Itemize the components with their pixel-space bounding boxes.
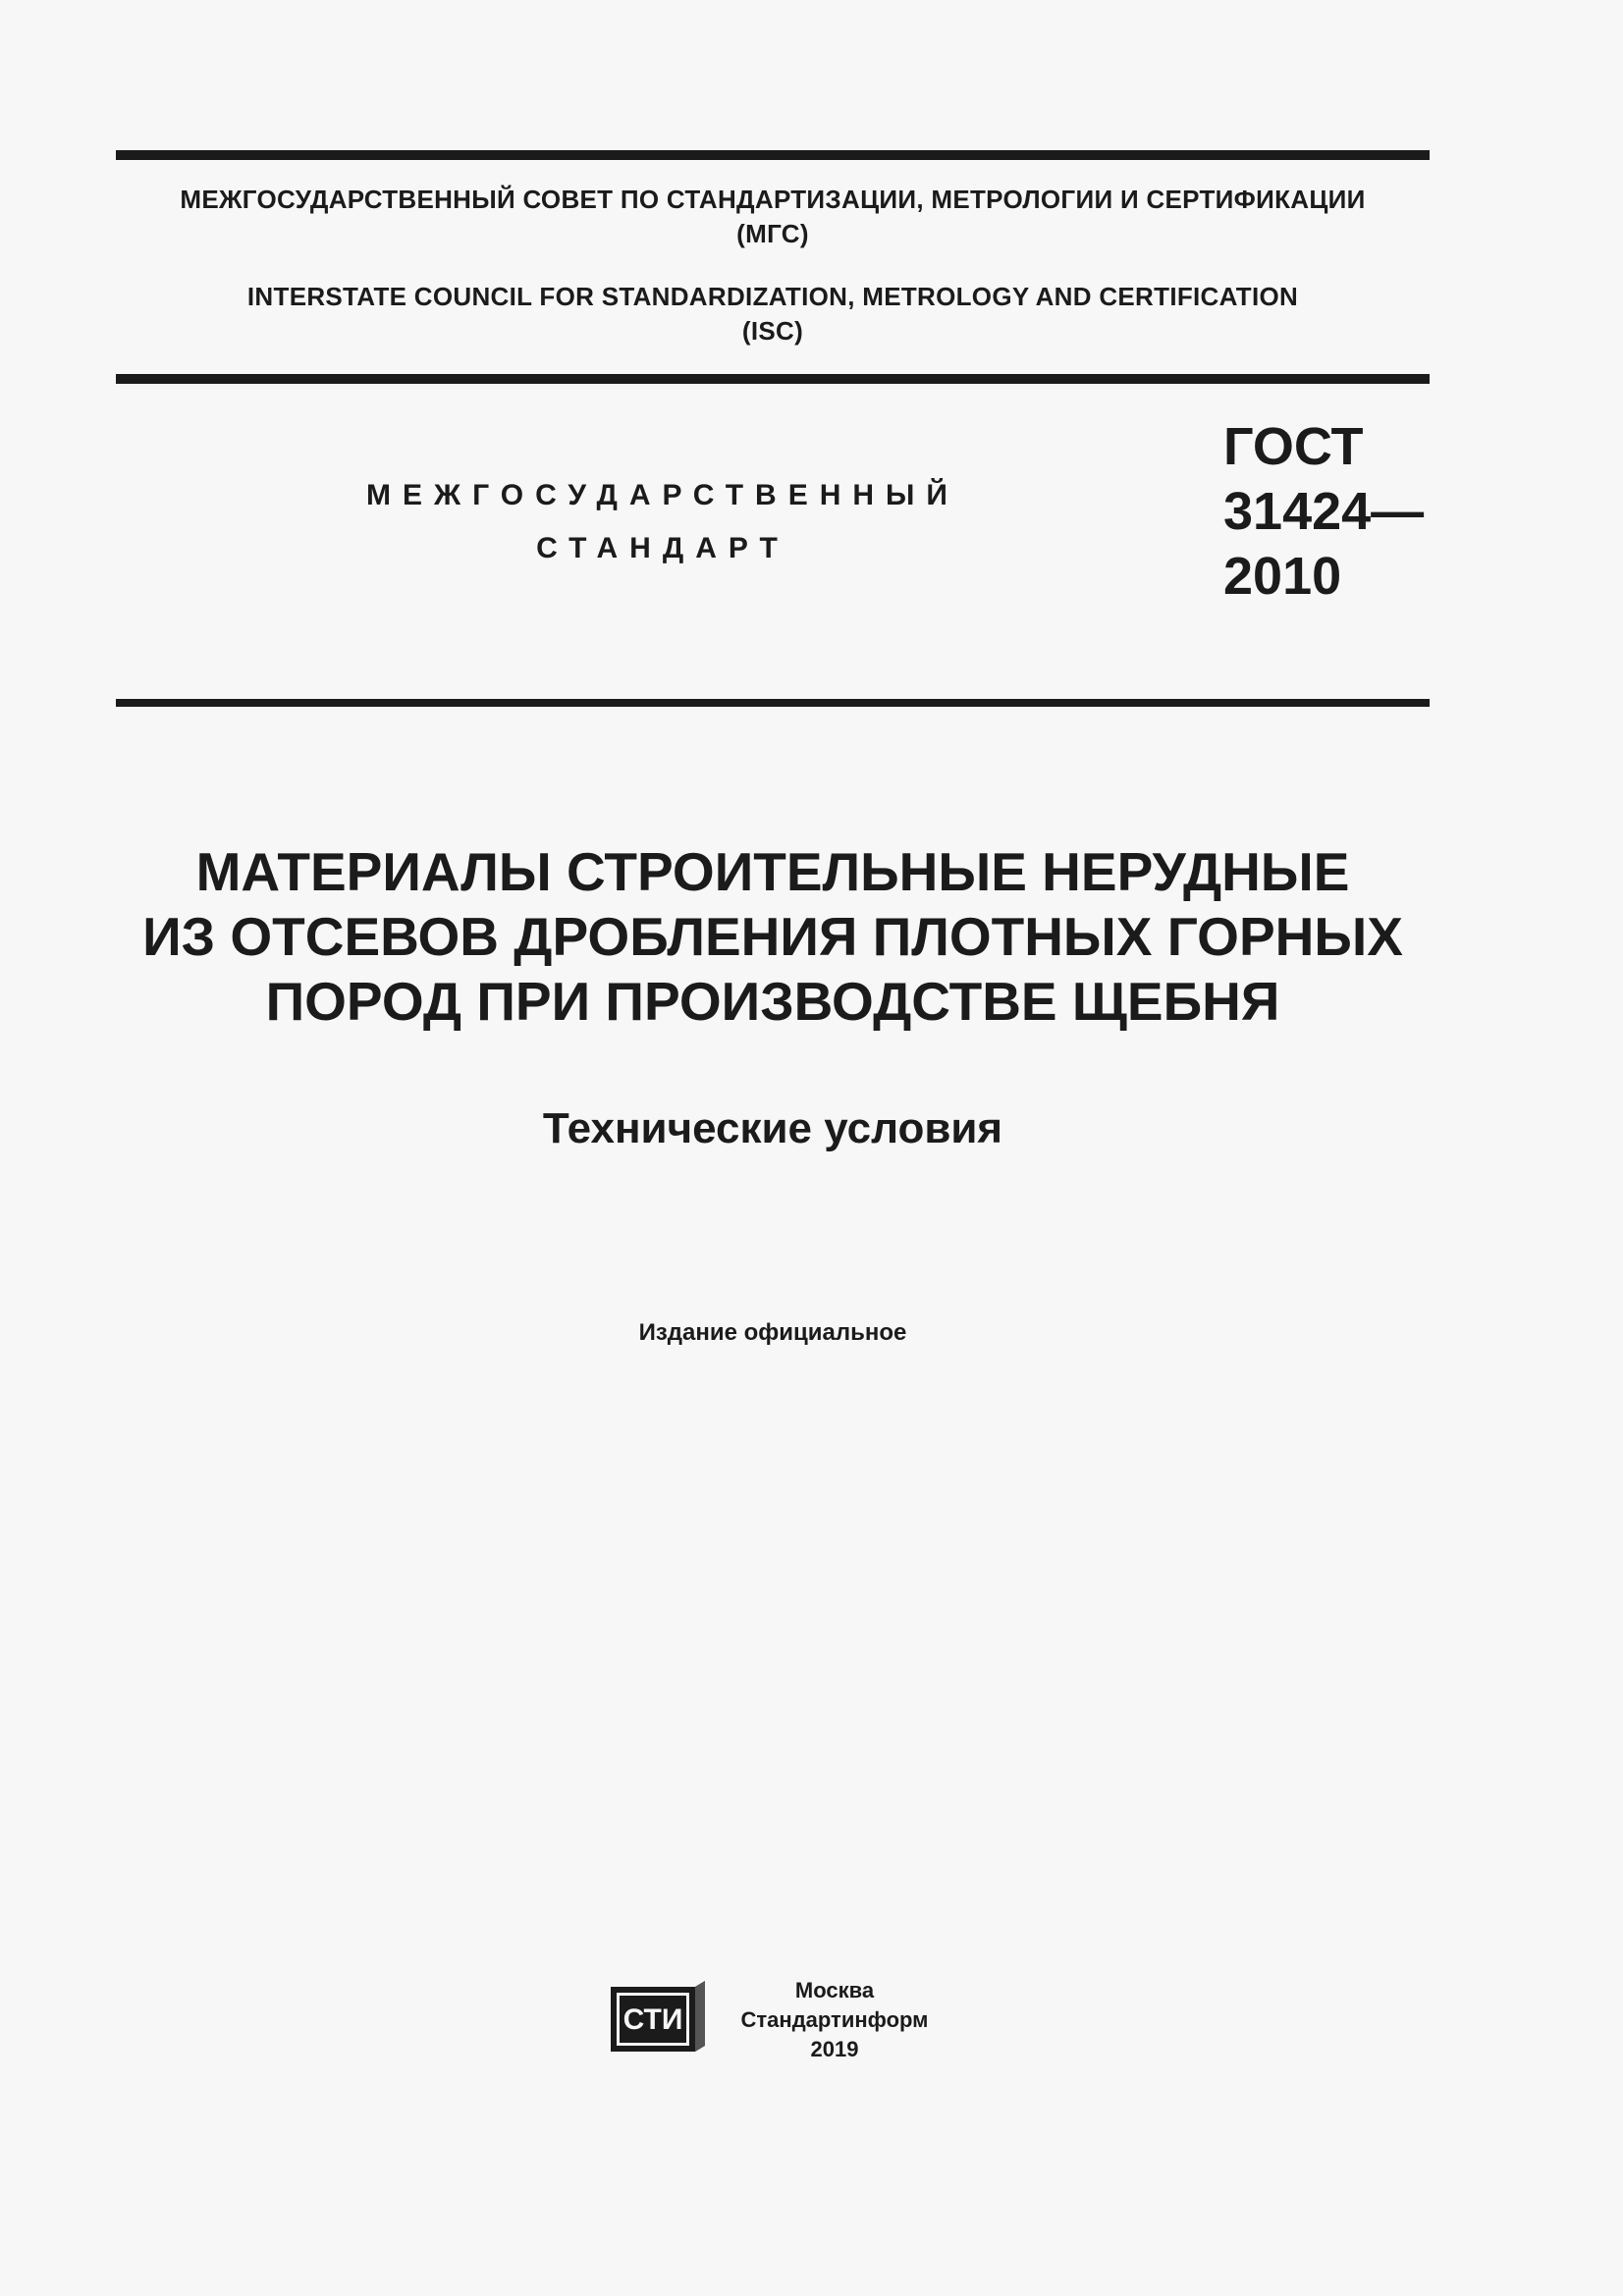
document-title-line: ИЗ ОТСЕВОВ ДРОБЛЕНИЯ ПЛОТНЫХ ГОРНЫХ	[142, 906, 1403, 967]
standard-type-line1: МЕЖГОСУДАРСТВЕННЫЙ	[366, 479, 959, 511]
gost-designation: ГОСТ	[1223, 417, 1364, 476]
document-title	[116, 839, 1430, 1034]
imprint-publisher: Стандартинформ	[740, 2007, 929, 2032]
gost-number-value: 31424—	[1223, 482, 1425, 541]
council-name-ru	[116, 183, 1430, 251]
council-abbr-ru: (МГС)	[736, 219, 809, 248]
header-divider	[116, 374, 1430, 384]
council-abbr-en: (ISC)	[741, 316, 804, 346]
document-title-line: ПОРОД ПРИ ПРОИЗВОДСТВЕ ЩЕБНЯ	[265, 971, 1280, 1032]
logo-text: СТИ	[622, 2003, 683, 2036]
document-title-line: МАТЕРИАЛЫ СТРОИТЕЛЬНЫЕ НЕРУДНЫЕ	[195, 841, 1350, 902]
imprint-year: 2019	[810, 2037, 859, 2061]
top-divider	[116, 150, 1430, 160]
document-subtitle: Технические условия	[542, 1104, 1003, 1152]
council-name-ru-text: МЕЖГОСУДАРСТВЕННЫЙ СОВЕТ ПО СТАНДАРТИЗАЦИИ, МЕТРОЛОГИИ И СЕРТИФИКАЦИИ	[180, 185, 1366, 214]
standard-type-line2: СТАНДАРТ	[536, 532, 789, 564]
edition-label: Издание официальное	[638, 1319, 907, 1346]
gost-number	[1223, 414, 1459, 609]
standartinform-logo-icon	[611, 1981, 705, 2052]
council-name-en-text: INTERSTATE COUNCIL FOR STANDARDIZATION, METROLOGY AND CERTIFICATION	[246, 282, 1299, 311]
imprint-city: Москва	[794, 1978, 875, 2002]
council-name-en	[116, 280, 1430, 348]
imprint	[717, 1976, 952, 2064]
standard-type	[334, 469, 992, 575]
title-divider	[116, 699, 1430, 707]
gost-year: 2010	[1223, 547, 1342, 606]
